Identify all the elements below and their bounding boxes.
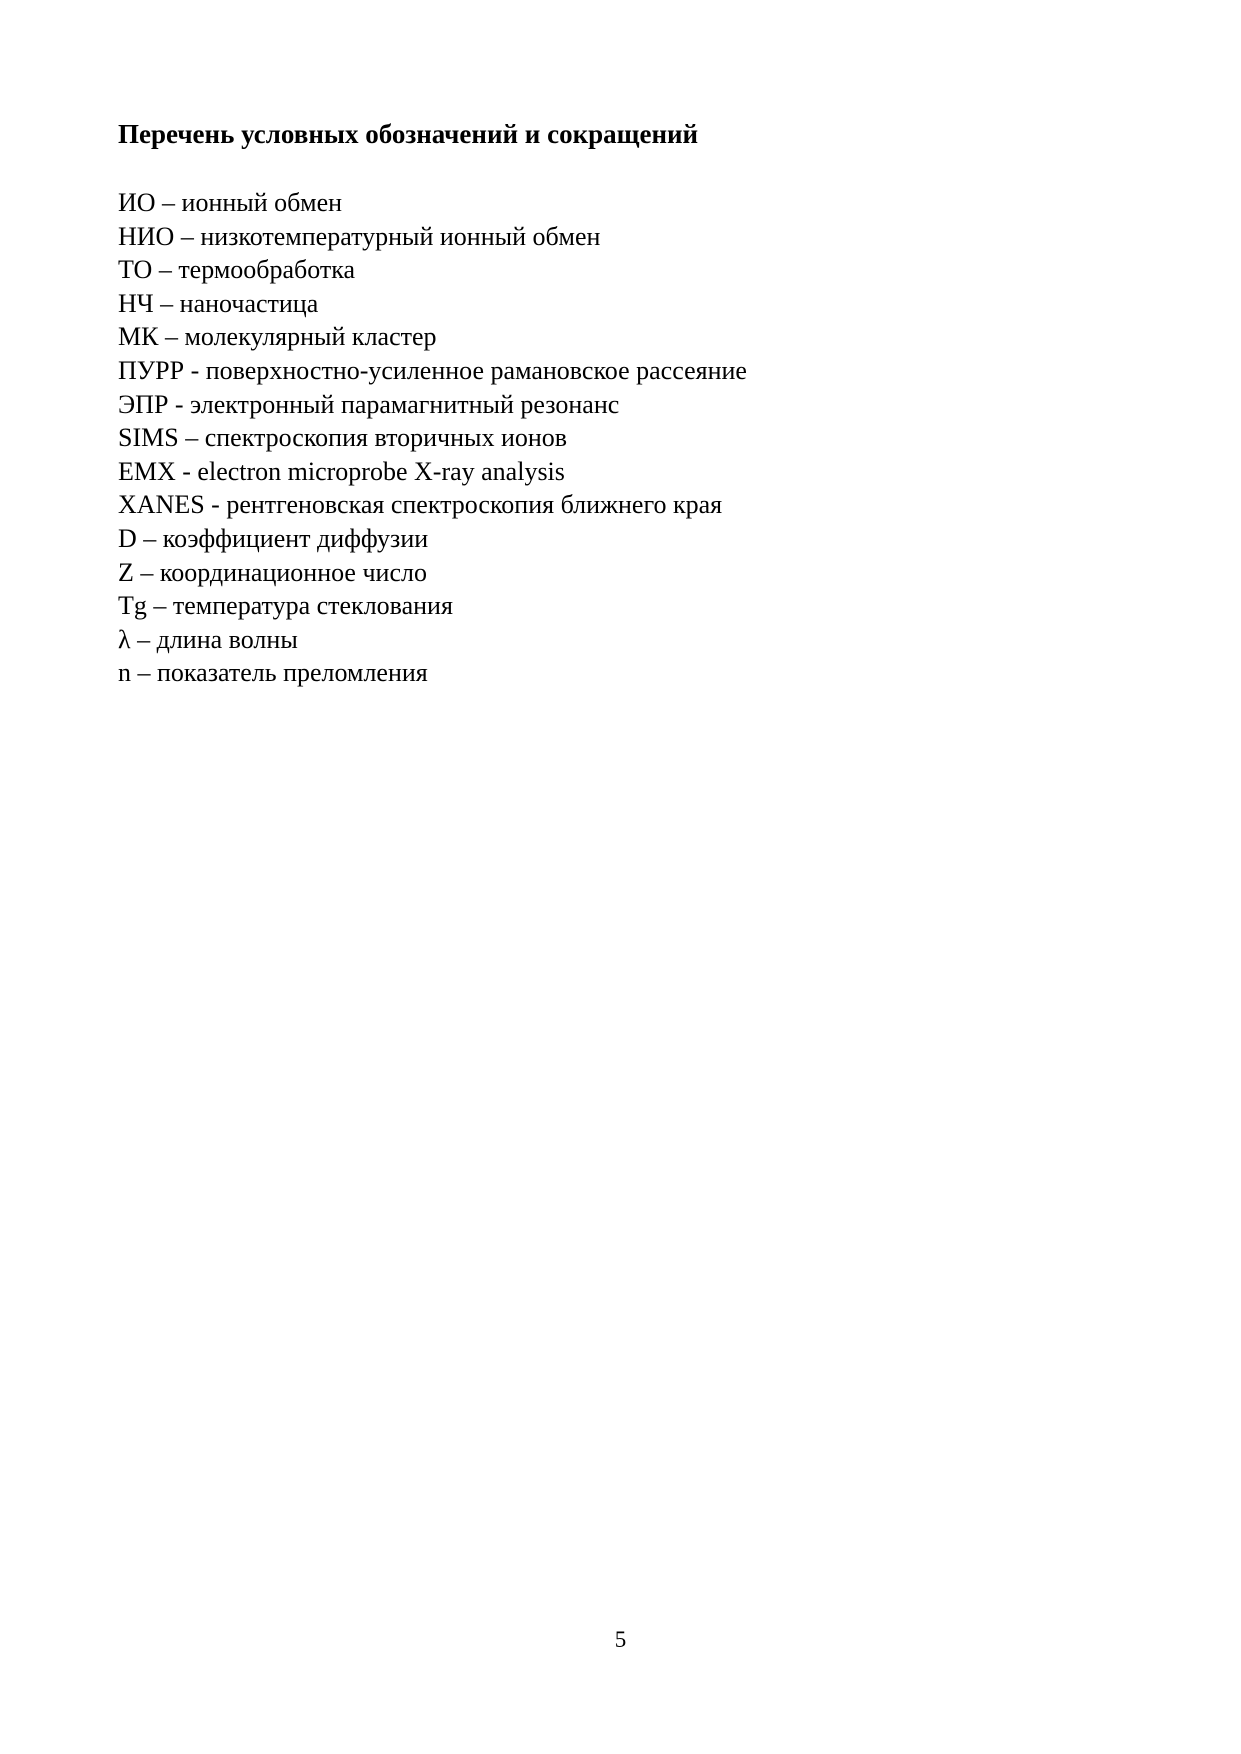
list-item: SIMS – спектроскопия вторичных ионов	[118, 423, 568, 453]
list-item: n – показатель преломления	[118, 658, 428, 688]
list-item: XANES - рентгеновская спектроскопия ближнего края	[118, 490, 723, 520]
list-item: НЧ – наночастица	[118, 288, 319, 318]
list-item: ЭПР - электронный парамагнитный резонанс	[118, 389, 620, 419]
list-item: ИО – ионный обмен	[118, 188, 343, 217]
list-item: EMX - electron microprobe X-ray analysis	[118, 456, 565, 486]
page-number: 5	[614, 1627, 627, 1652]
list-item: НИО – низкотемпературный ионный обмен	[118, 221, 601, 251]
abbreviation-list	[118, 186, 747, 690]
list-item: λ – длина волны	[118, 624, 298, 654]
list-item: ТО – термообработка	[118, 255, 356, 285]
list-item: МК – молекулярный кластер	[118, 322, 437, 352]
list-item: Z – координационное число	[118, 557, 427, 587]
list-item: D – коэффициент диффузии	[118, 523, 429, 553]
list-item: Tg – температура стеклования	[118, 591, 453, 621]
list-item: ПУРР - поверхностно-усиленное рамановское рассеяние	[118, 355, 747, 385]
page-title: Перечень условных обозначений и сокращений	[118, 119, 699, 149]
